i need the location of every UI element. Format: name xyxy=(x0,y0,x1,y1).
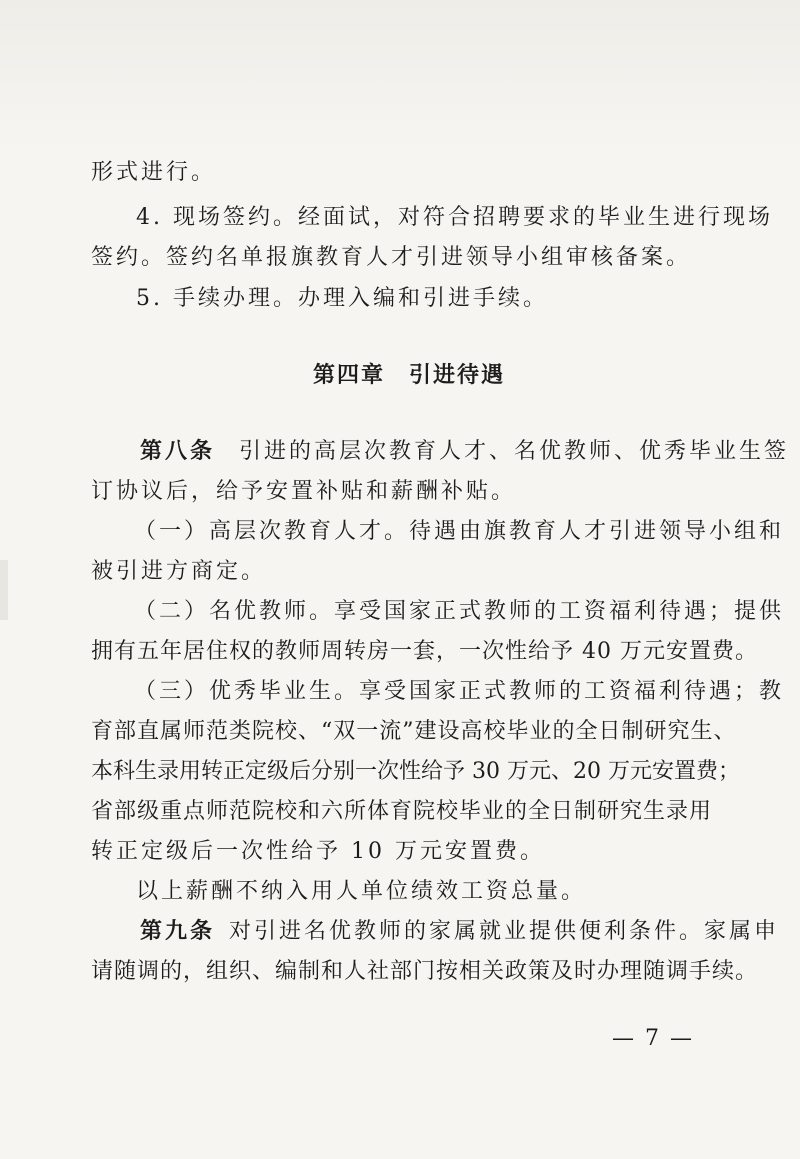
text-line: 订协议后，给予安置补贴和薪酬补贴。 xyxy=(91,479,517,504)
text-line: 拥有五年居住权的教师周转房一套，一次性给予 40 万元安置费。 xyxy=(91,639,758,664)
text-line: 育部直属师范类院校、“双一流”建设高校毕业的全日制研究生、 xyxy=(91,719,737,744)
text-line: 形式进行。 xyxy=(91,160,217,185)
article-label: 第九条 xyxy=(140,919,216,944)
text-line: 被引进方商定。 xyxy=(91,559,267,584)
text-line: 转正定级后一次性给予 10 万元安置费。 xyxy=(91,839,545,864)
text-line: 签约。签约名单报旗教育人才引进领导小组审核备案。 xyxy=(91,245,692,270)
page-number: — 7 — xyxy=(612,1026,694,1051)
text-line: 4. 现场签约。经面试，对符合招聘要求的毕业生进行现场 xyxy=(136,205,773,230)
text-line: 5. 手续办理。办理入编和引进手续。 xyxy=(136,286,548,311)
text-line: （二）名优教师。享受国家正式教师的工资福利待遇；提供 xyxy=(134,599,785,624)
text-line: 请随调的，组织、编制和人社部门按相关政策及时办理随调手续。 xyxy=(91,959,759,984)
article-paragraph xyxy=(140,437,789,467)
text-line: 本科生录用转正定级后分别一次性给予 30 万元、20 万元安置费； xyxy=(91,759,740,784)
chapter-title: 第四章 引进待遇 xyxy=(313,363,506,388)
article-label: 第八条 xyxy=(140,439,216,464)
text-line: 省部级重点师范院校和六所体育院校毕业的全日制研究生录用 xyxy=(91,799,713,824)
article-paragraph xyxy=(140,917,779,947)
text-line: 以上薪酬不纳入用人单位绩效工资总量。 xyxy=(136,879,587,904)
text-line: 引进的高层次教育人才、名优教师、优秀毕业生签 xyxy=(239,439,790,464)
text-line: 对引进名优教师的家属就业提供便利条件。家属申 xyxy=(229,919,780,944)
text-line: （一）高层次教育人才。待遇由旗教育人才引进领导小组和 xyxy=(134,519,785,544)
text-line: （三）优秀毕业生。享受国家正式教师的工资福利待遇；教 xyxy=(134,679,785,704)
